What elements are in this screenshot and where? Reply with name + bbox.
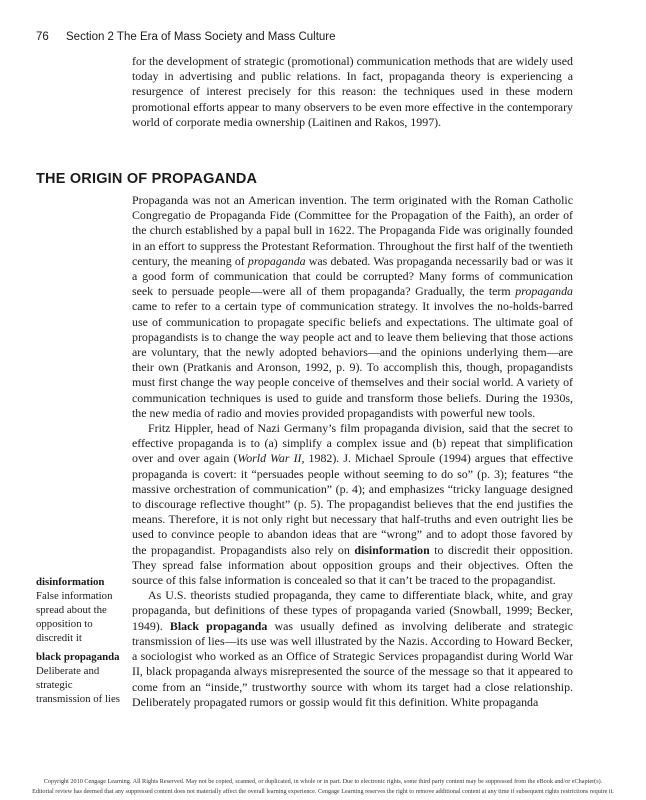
copyright-line: Copyright 2010 Cengage Learning. All Rights Reserved. May not be copied, scanned, or duplicated, in whole or in part. Due to electronic rights, some third party content may be suppressed from the eBook and/or eChapter(s). <box>43 778 603 785</box>
p2-italic-title: World War II, <box>237 451 305 466</box>
margin-term: black propaganda <box>36 651 120 663</box>
margin-note-black-propaganda <box>36 650 122 706</box>
paragraph-us-theorists <box>132 588 573 710</box>
p2-text-c: to discredit their opposition. They spread false information about opposition groups and their objectives. Often the source of this false information is concealed so that it can’t be traced to the propagandist. <box>132 542 573 588</box>
p3-text-a: As U.S. theorists studied propaganda, they came to differentiate black, white, and gray propaganda, but definitions of these types of propaganda varied (Snowball, 1999; Becker, 1949). <box>132 588 573 633</box>
p2-text-b: 1982). J. Michael Sproule (1994) argues that effective propaganda is covert: it “persuades people without seeming to do so” (p. 3); features “the massive orchestration of communication” (p. 4); and emphasizes “tricky language designed to discourage reflective thought” (p. 5). The propagandist believes that the end justifies the means. Therefore, it is not only right but necessary that half-truths and even outright lies be used to convince people to abandon ideas that are “wrong” and to adopt those favored by the propagandist. Propagandists also rely on <box>132 451 574 557</box>
p2-text-a: Fritz Hippler, head of Nazi Germany’s film propaganda division, said that the secret to effective propaganda is to (a) simplify a complex issue and (b) repeat that simplification over and over again ( <box>132 421 573 466</box>
main-column <box>132 193 573 710</box>
p3-key-term-black-propaganda: Black propaganda <box>169 618 268 633</box>
intro-column <box>132 54 573 130</box>
paragraph-origin <box>132 193 573 421</box>
p3-text-b: was usually defined as involving deliberate and strategic transmission of lies—its use was well illustrated by the Nazis. According to Howard Becker, a sociologist who worked as an Office of Strategic Services propagandist during World War II, black propaganda always misrepresented the source of the message so that it appeared to come from an “inside,” trustworthy source with whom its target had a close relationship. Deliberately propagated rumors or gossip would fit this definition. White propaganda <box>132 618 573 709</box>
margin-term: disinformation <box>36 576 105 588</box>
page-number: 76 <box>36 31 49 43</box>
p1-text-c: came to refer to a certain type of communication strategy. It involves the no-holds-barred use of communication to propagate specific beliefs and expectations. The ultimate goal of propagandists is to change the way people act and to leave them believing that those actions are voluntary, that the newly adopted behaviors—and the opinions underlying them—are their own (Pratkanis and Aronson, 1992, p. 9). To accomplish this, though, propagandists must first change the way people conceive of themselves and their social world. A variety of communication techniques is used to guide and transform those beliefs. During the 1930s, the new media of radio and movies provided propagandists with powerful new tools. <box>132 299 573 420</box>
p1-text-b: was debated. Was propaganda necessarily bad or was it a good form of communication that could be corrupted? Many forms of communication seek to persuade people—were all of them propaganda? Gradually, the term <box>132 253 573 299</box>
p1-italic-term-1: propaganda <box>247 253 306 268</box>
p1-text-a: Propaganda was not an American invention. The term originated with the Roman Catholic Congregatio de Propaganda Fide (Committee for the Propagation of the Faith), an order of the church established by a papal bull in 1622. The Propaganda Fide was originally founded in an effort to suppress the Protestant Reformation. Throughout the first half of the twentieth century, the meaning of <box>132 193 573 268</box>
section-heading: THE ORIGIN OF PROPAGANDA <box>36 171 258 187</box>
margin-note-disinformation <box>36 575 122 645</box>
intro-paragraph: for the development of strategic (promotional) communication methods that are widely used today in advertising and public relations. In fact, propaganda theory is experiencing a resurgence of interest precisely for this reason: the techniques used in these modern promotional efforts appear to many observers to be even more effective in the contemporary world of corporate media ownership (Laitinen and Rakos, 1997). <box>132 54 573 129</box>
paragraph-hippler <box>132 421 573 588</box>
margin-definition: Deliberate and strategic transmission of lies <box>36 665 120 705</box>
p2-key-term-disinformation: disinformation <box>354 542 430 557</box>
running-title: Section 2 The Era of Mass Society and Mass Culture <box>66 31 336 43</box>
running-head <box>36 31 596 43</box>
p1-italic-term-2: propaganda <box>515 284 573 299</box>
editorial-line: Editorial review has deemed that any suppressed content does not materially affect the overall learning experience. Cengage Learning reserves the right to remove additional content at any time if subsequent rights restrictions require it. <box>32 788 614 795</box>
margin-definition: False information spread about the opposition to discredit it <box>36 590 113 644</box>
